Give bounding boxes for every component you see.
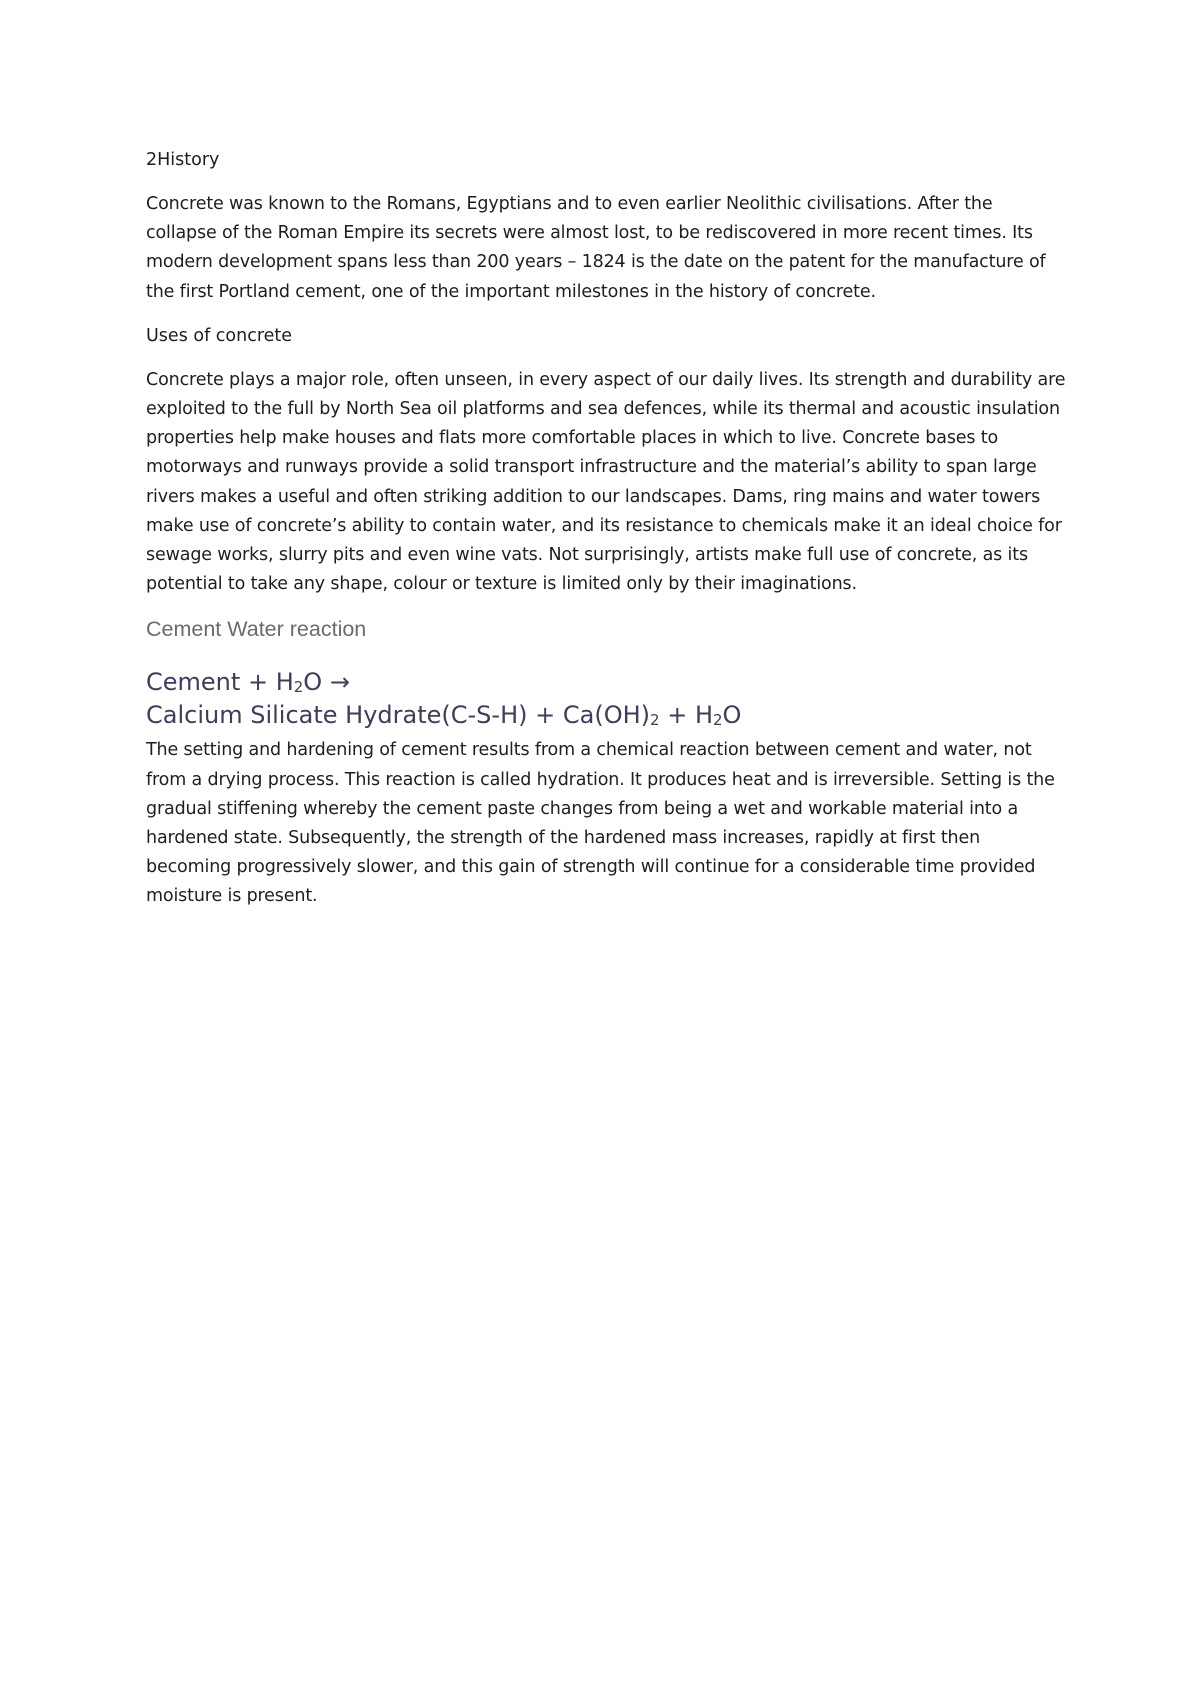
equation-arrow: →: [329, 668, 350, 697]
equation-plus: +: [535, 701, 556, 730]
reaction-heading: Cement Water reaction: [146, 617, 367, 642]
uses-paragraph: Concrete plays a major role, often unseen, in every aspect of our daily lives. Its strength and durability are exploited to the full by North Sea oil platforms and sea defences, while its thermal and acoustic insulation properties help make houses and flats more comfortable places in which to live. Concrete bases to motorways and runways provide a solid transport infrastructure and the material’s ability to span large rivers makes a useful and often striking addition to our landscapes. Dams, ring mains and water towers make use of concrete’s ability to contain water, and its resistance to chemicals make it an ideal choice for sewage works, slurry pits and even wine vats. Not surprisingly, artists make full use of concrete, as its potential to take any shape, colour or texture is limited only by their imaginations.: [146, 369, 1066, 595]
reaction-paragraph: The setting and hardening of cement results from a chemical reaction between cement and water, not from a drying process. This reaction is called hydration. It produces heat and is irreversible. Setting is the gradual stiffening whereby the cement paste changes from being a wet and workable material into a hardened state. Subsequently, the strength of the hardened mass increases, rapidly at first then becoming progressively slower, and this gain of strength will continue for a considerable time provided moisture is present.: [146, 740, 1055, 907]
equation-product-caoh: $Ca(OH)_2$: [562, 701, 660, 730]
reaction-equation-line-1: [146, 668, 1066, 701]
equation-product-csh: Calcium Silicate Hydrate(C-S-H): [146, 701, 528, 730]
equation-reactant-cement: Cement: [146, 668, 241, 697]
equation-plus: +: [247, 668, 269, 697]
history-heading: 2History: [146, 150, 220, 170]
reaction-equation-line-2: [146, 701, 1066, 734]
history-paragraph: Concrete was known to the Romans, Egyptians and to even earlier Neolithic civilisations. After the collapse of the Roman Empire its secrets were almost lost, to be rediscovered in more recent times. Its modern development spans less than 200 years – 1824 is the date on the patent for the manufacture of the first Portland cement, one of the important milestones in the history of concrete.: [146, 194, 1046, 302]
document-body: [146, 146, 1066, 927]
equation-water: $H_2O$: [275, 668, 323, 697]
equation-product-water: $H_2O$: [694, 701, 742, 730]
uses-heading: Uses of concrete: [146, 325, 293, 346]
equation-plus: +: [667, 701, 688, 730]
